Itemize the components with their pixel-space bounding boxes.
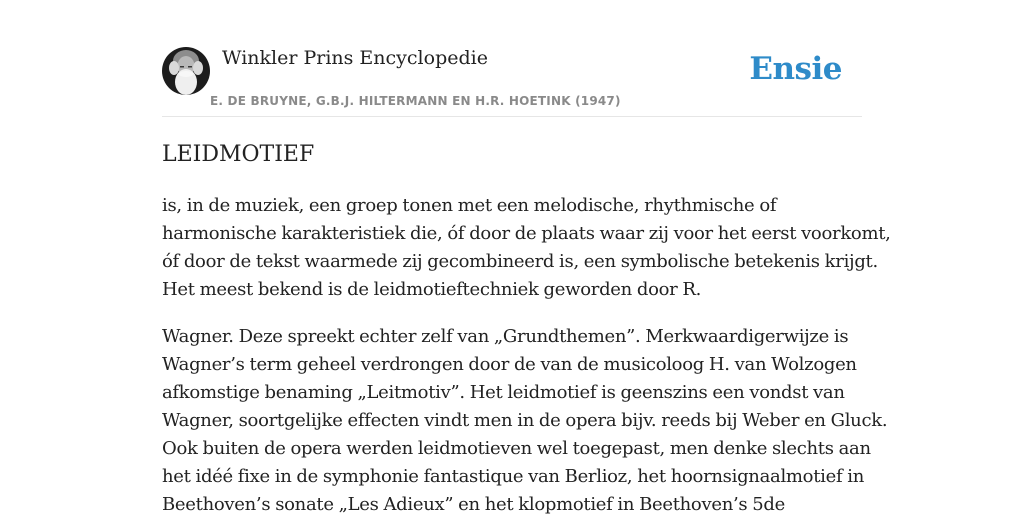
paragraph-line: Ook buiten de opera werden leidmotieven wel toegepast, men denke slechts aan (162, 438, 871, 459)
paragraph-line: Het meest bekend is de leidmotieftechniek geworden door R. (162, 279, 702, 300)
paragraph-line: Beethoven’s sonate „Les Adieux” en het klopmotief in Beethoven’s 5de (162, 494, 785, 515)
paragraph-line: harmonische karakteristiek die, óf door de plaats waar zij voor het eerst voorkomt, (162, 223, 891, 244)
paragraph-line: afkomstige benaming „Leitmotiv”. Het leidmotief is geenszins een vondst van (162, 382, 845, 403)
paragraph-line: Wagner’s term geheel verdrongen door de van de musicoloog H. van Wolzogen (162, 354, 857, 375)
source-header (162, 0, 862, 117)
entry-paragraph (162, 192, 891, 304)
avatar-portrait-icon (162, 47, 210, 95)
paragraph-line: is, in de muziek, een groep tonen met een melodische, rhythmische of (162, 195, 777, 216)
paragraph-line: Wagner. Deze spreekt echter zelf van „Grundthemen”. Merkwaardigerwijze is (162, 326, 849, 347)
paragraph-line: óf door de tekst waarmede zij gecombineerd is, een symbolische betekenis krijgt. (162, 251, 878, 272)
author-avatar[interactable] (162, 47, 210, 95)
paragraph-line: Wagner, soortgelijke effecten vindt men in de opera bijv. reeds bij Weber en Gluck. (162, 410, 888, 431)
source-authors: E. DE BRUYNE, G.B.J. HILTERMANN EN H.R. HOETINK (1947) (210, 94, 621, 108)
source-name[interactable]: Winkler Prins Encyclopedie (222, 47, 488, 69)
paragraph-line: het idéé fixe in de symphonie fantastique van Berlioz, het hoornsignaalmotief in (162, 466, 864, 487)
page (162, 0, 891, 515)
entry-title: LEIDMOTIEF (162, 142, 315, 167)
entry-paragraph (162, 323, 888, 519)
brand-logo[interactable]: Ensie (749, 51, 842, 87)
